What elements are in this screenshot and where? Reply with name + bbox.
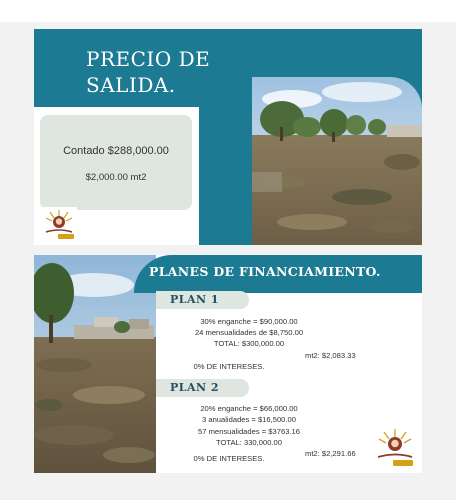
plan2-m2: mt2: $2,291.66 (305, 449, 356, 458)
title-line-1: PRECIO DE (86, 47, 211, 71)
plan2-line-3: 57 mensualidades = $3763.16 (198, 427, 300, 436)
slide-precio-de-salida (34, 29, 422, 245)
price-card (40, 115, 192, 210)
slide1-title (86, 46, 266, 98)
price-per-m2: $2,000.00 mt2 (85, 172, 147, 183)
plan1-interest: 0% DE INTERESES. (193, 362, 265, 371)
plan1-m2: mt2: $2,083.33 (305, 351, 356, 360)
brand-logo (41, 207, 77, 241)
plan2-line-4: TOTAL: 330,000.00 (216, 438, 282, 447)
plan2-line-2: 3 anualidades = $16,500.00 (202, 415, 296, 424)
plan1-line-3: TOTAL: $300,000.00 (213, 339, 285, 348)
logo-emblem-icon (41, 207, 77, 241)
plan1-line-1: 30% enganche = $90,000.00 (200, 317, 298, 326)
viewer-top-strip (0, 0, 456, 22)
title-line-2: SALIDA. (86, 73, 176, 97)
plan2-label: PLAN 2 (170, 381, 220, 394)
plan2-line-1: 20% enganche = $66,000.00 (200, 404, 298, 413)
contado-price: Contado $288,000.00 (63, 145, 169, 157)
land-photo-1 (252, 77, 422, 245)
slide-planes-financiamiento (34, 255, 422, 473)
logo-emblem-icon (373, 426, 417, 468)
brand-logo-2 (373, 426, 417, 468)
land-photo-1-image (252, 77, 422, 245)
plan2-interest: 0% DE INTERESES. (193, 454, 265, 463)
financing-title: PLANES DE FINANCIAMIENTO. (149, 264, 381, 279)
plan1-line-2: 24 mensualidades de $8,750.00 (194, 328, 304, 337)
plan1-label: PLAN 1 (170, 293, 220, 306)
